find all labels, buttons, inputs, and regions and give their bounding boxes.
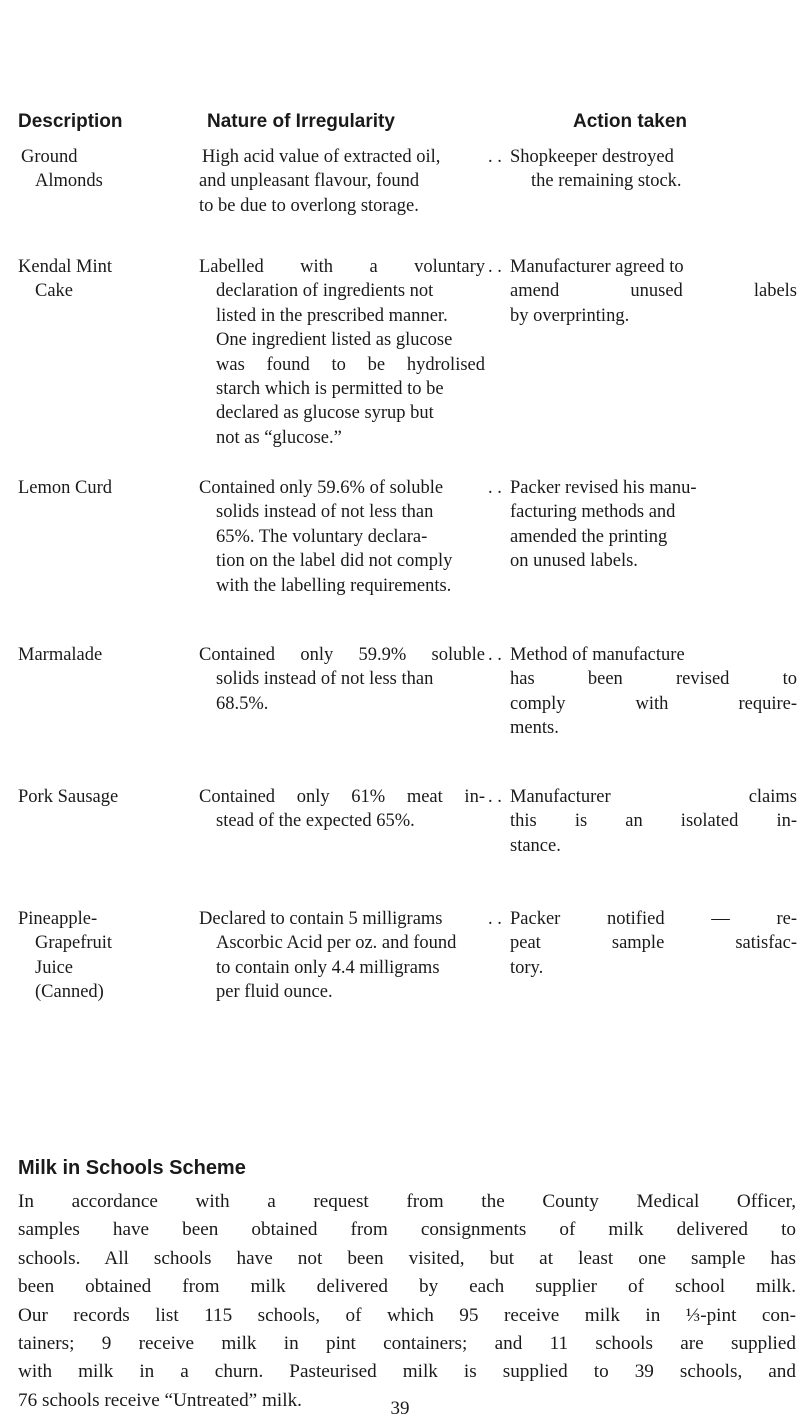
row-action: Manufacturer agreed to amend unused labels by overprinting. — [510, 257, 797, 326]
row-nature: Declared to contain 5 milligrams Ascorbic Acid per oz. and found to contain only 4.4 milligrams per fluid ounce. — [199, 909, 457, 1003]
leader-dots: . . — [488, 645, 502, 665]
leader-dots: . . — [488, 909, 502, 929]
row-action: Manufacturer claims this is an isolated in- stance. — [510, 787, 797, 856]
row-nature: Contained only 59.6% of soluble solids instead of not less than 65%. The voluntary declara- tion on the label did not comply with the labelling requirements. — [199, 478, 453, 596]
leader-dots: . . — [488, 478, 502, 498]
row-nature: Labelled with a voluntary declaration of ingredients not listed in the prescribed manner. One ingredient listed as glucose was found to be hydrolised starch which is permitted to be declared as glucose syrup but not as “glucose.” — [199, 257, 485, 448]
row-nature: High acid value of extracted oil, and unpleasant flavour, found to be due to overlong storage. — [199, 147, 441, 216]
leader-dots: . . — [488, 147, 502, 167]
header-description: Description — [18, 111, 123, 132]
row-description: Lemon Curd — [18, 478, 113, 498]
row-description: Pork Sausage — [18, 787, 119, 807]
row-description: Pineapple- Grapefruit Juice (Canned) — [18, 909, 113, 1003]
row-action: Packer notified — re- peat sample satisfac- tory. — [510, 909, 797, 978]
row-nature: Contained only 59.9% soluble solids instead of not less than 68.5%. — [199, 645, 485, 714]
page-number: 39 — [390, 1398, 410, 1419]
header-nature: Nature of Irregularity — [207, 111, 395, 132]
row-description: Kendal Mint Cake — [18, 257, 113, 302]
row-description: Ground Almonds — [21, 147, 103, 192]
section-title: Milk in Schools Scheme — [18, 1157, 246, 1179]
row-action: Shopkeeper destroyed the remaining stock. — [510, 147, 682, 192]
section-paragraph: In accordance with a request from the County Medical Officer, samples have been obtained from consignments of milk delivered to schools. All schools have not been visited, but at least one sample has been obtained from milk delivered by each supplier of school milk. Our records list 115 schools, of which 95 receive milk in ⅓-pint con- tainers; 9 receive milk in pint containers; and 11 schools are supplied with milk in a churn. Pasteurised milk is supplied to 39 schools, and 76 schools receive “Untreated” milk. — [18, 1191, 796, 1411]
row-nature: Contained only 61% meat in- stead of the expected 65%. — [199, 787, 485, 832]
row-action: Method of manufacture has been revised to comply with require- ments. — [510, 645, 797, 739]
row-description: Marmalade — [18, 645, 103, 665]
row-action: Packer revised his manu- facturing methods and amended the printing on unused labels. — [510, 478, 697, 572]
leader-dots: . . — [488, 257, 502, 277]
header-action: Action taken — [573, 111, 688, 132]
leader-dots: . . — [488, 787, 502, 807]
